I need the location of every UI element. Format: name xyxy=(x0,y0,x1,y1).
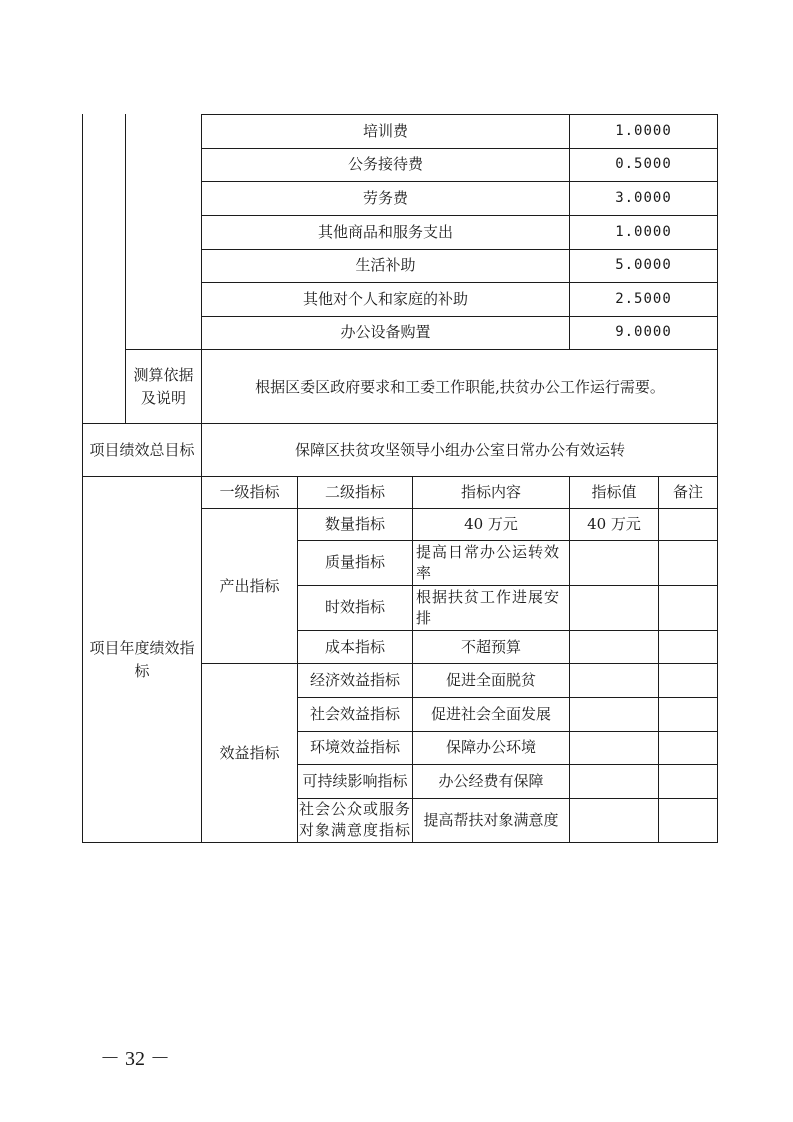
indicator-name: 经济效益指标 xyxy=(309,671,400,689)
rule xyxy=(201,181,718,182)
expense-amount: 3.0000 xyxy=(615,190,672,206)
expense-item: 培训费 xyxy=(362,122,408,140)
rule xyxy=(201,508,718,509)
divider xyxy=(658,476,659,843)
rule xyxy=(201,215,718,216)
header-value: 指标值 xyxy=(591,483,637,501)
rule xyxy=(297,764,718,765)
rule xyxy=(297,731,718,732)
border-left xyxy=(82,114,83,843)
rule xyxy=(201,148,718,149)
expense-item: 其他商品和服务支出 xyxy=(317,223,453,241)
indicator-content: 40 万元 xyxy=(464,515,518,533)
rule xyxy=(201,114,718,115)
benefit-group-label: 效益指标 xyxy=(219,744,280,762)
expense-item: 劳务费 xyxy=(362,189,408,207)
expense-amount: 0.5000 xyxy=(615,156,672,172)
indicator-content: 提高帮扶对象满意度 xyxy=(423,811,559,829)
expense-amount: 1.0000 xyxy=(615,123,672,139)
border-right xyxy=(717,114,718,843)
indicator-name: 可持续影响指标 xyxy=(302,772,408,790)
header-content: 指标内容 xyxy=(460,483,521,501)
header-level2: 二级指标 xyxy=(324,483,385,501)
indicator-content: 办公经费有保障 xyxy=(438,772,544,790)
indicator-content: 保障办公环境 xyxy=(445,738,536,756)
indicator-content: 促进社会全面发展 xyxy=(430,705,551,723)
indicator-content: 促进全面脱贫 xyxy=(445,671,536,689)
rule xyxy=(201,282,718,283)
rule xyxy=(201,249,718,250)
expense-item: 办公设备购置 xyxy=(340,323,431,341)
rule xyxy=(82,423,718,424)
indicator-name: 质量指标 xyxy=(324,553,385,571)
rule xyxy=(201,316,718,317)
header-note: 备注 xyxy=(672,483,703,501)
expense-amount: 1.0000 xyxy=(615,224,672,240)
expense-item: 其他对个人和家庭的补助 xyxy=(302,290,468,308)
basis-text: 根据区委区政府要求和工委工作职能,扶贫办公工作运行需要。 xyxy=(255,378,665,396)
basis-label-line1: 测算依据 xyxy=(133,366,194,384)
expense-amount: 5.0000 xyxy=(615,257,672,273)
rule xyxy=(125,349,718,350)
rule xyxy=(82,476,718,477)
rule xyxy=(201,663,718,664)
output-group-label: 产出指标 xyxy=(219,577,280,595)
expense-item: 生活补助 xyxy=(355,256,416,274)
indicator-content: 不超预算 xyxy=(460,638,521,656)
indicator-content: 根据扶贫工作进展安排 xyxy=(416,588,561,627)
indicator-name: 环境效益指标 xyxy=(309,738,400,756)
indicator-value: 40 万元 xyxy=(587,515,641,533)
indicator-name: 成本指标 xyxy=(324,638,385,656)
overall-goal-label: 项目绩效总目标 xyxy=(89,441,195,459)
header-level1: 一级指标 xyxy=(219,483,280,501)
indicator-name: 时效指标 xyxy=(324,598,385,616)
indicator-name: 社会公众或服务对象满意度指标 xyxy=(299,800,412,839)
expense-amount: 9.0000 xyxy=(615,324,672,340)
expense-item: 公务接待费 xyxy=(347,155,423,173)
indicator-name: 数量指标 xyxy=(324,515,385,533)
basis-label-line2: 及说明 xyxy=(140,389,186,407)
rule xyxy=(297,697,718,698)
rule xyxy=(297,630,718,631)
annual-label-line2: 标 xyxy=(134,662,150,680)
indicator-content: 提高日常办公运转效率 xyxy=(416,543,561,582)
annual-label-line1: 项目年度绩效指 xyxy=(89,639,195,657)
overall-goal-text: 保障区扶贫攻坚领导小组办公室日常办公有效运转 xyxy=(294,441,625,459)
expense-amount: 2.5000 xyxy=(615,291,672,307)
page-number: － 32 － xyxy=(100,1048,170,1070)
indicator-name: 社会效益指标 xyxy=(309,705,400,723)
rule xyxy=(82,842,718,843)
